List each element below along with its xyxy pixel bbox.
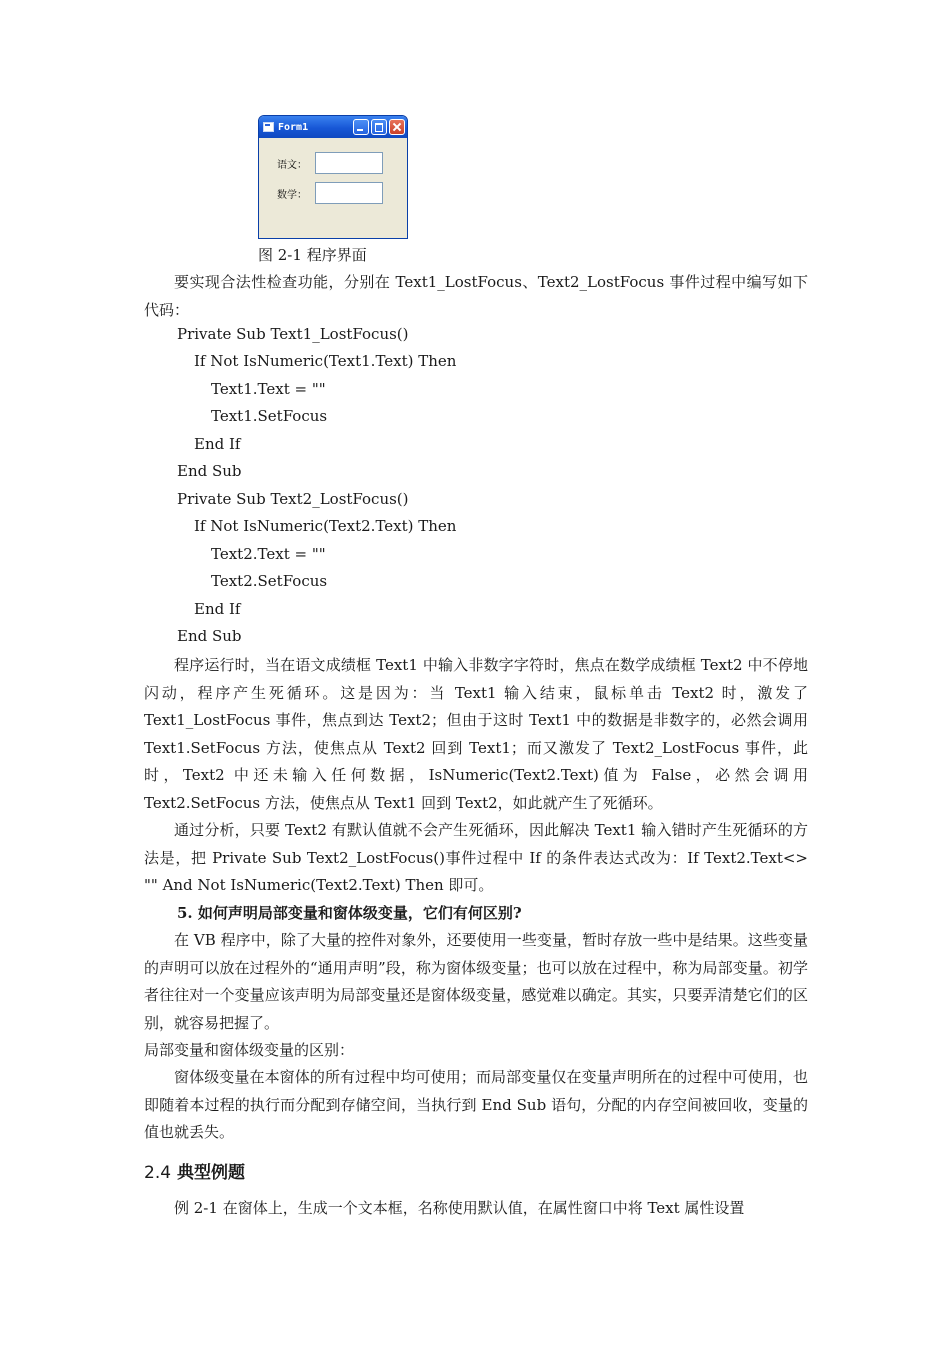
section-number: 2.4 — [144, 1163, 172, 1183]
code-line: Private Sub Text2_LostFocus() — [177, 490, 409, 508]
math-score-input[interactable] — [315, 182, 383, 204]
close-icon[interactable] — [389, 119, 405, 135]
math-score-row — [277, 182, 383, 204]
code-line: Text1.SetFocus — [211, 407, 328, 425]
code-line: If Not IsNumeric(Text1.Text) Then — [194, 352, 457, 370]
code-line: Private Sub Text1_LostFocus() — [177, 325, 409, 343]
chinese-score-input[interactable] — [315, 152, 383, 174]
variables-paragraph: 在 VB 程序中，除了大量的控件对象外，还要使用一些变量，暂时存放一些中是结果。这些变量的声明可以放在过程外的“通用声明”段，称为窗体级变量；也可以放在过程中，称为局部变量。初学者往往对一个变量应该声明为局部变量还是窗体级变量，感觉难以确定。其实，只要弄清楚它们的区别，就容易把握了。 — [144, 931, 808, 1032]
difference-paragraph: 窗体级变量在本窗体的所有过程中均可使用；而局部变量仅在变量声明所在的过程中可使用，也即随着本过程的执行而分配到存储空间，当执行到 End Sub 语句，分配的内存空间被回收，变量的值也就丢失。 — [144, 1068, 808, 1141]
chinese-score-label: 语文： — [277, 159, 307, 171]
code-line: Text2.Text = "" — [211, 545, 326, 563]
form-title: Form1 — [278, 121, 309, 133]
math-score-label: 数学： — [277, 189, 307, 201]
section-title: 典型例题 — [177, 1163, 246, 1183]
explanation-paragraph: 程序运行时，当在语文成绩框 Text1 中输入非数字字符时，焦点在数学成绩框 Text2 中不停地闪动，程序产生死循环。这是因为：当 Text1 输入结束，鼠标单击 Text2 时，激发了 Text1_LostFocus 事件，焦点到达 Text2；但由于这时 Text1 中的数据是非数字的，必然会调用 Text1.SetFocus 方法，使焦点从 Text2 回到 Text1；而又激发了 Text2_LostFocus 事件，此时，Text2 中还未输入任何数据，IsNumeric(Text2.Text)值为 False，必然会调用 Text2.SetFocus 方法，使焦点从 Text1 回到 Text2，如此就产生了死循环。 — [144, 656, 808, 812]
example-paragraph: 例 2-1 在窗体上，生成一个文本框，名称使用默认值，在属性窗口中将 Text 属性设置 — [174, 1199, 745, 1217]
chinese-score-row — [277, 152, 383, 174]
code-line: End Sub — [177, 627, 242, 645]
section-heading — [144, 1158, 245, 1183]
vb-form-window — [258, 115, 408, 239]
form-icon — [263, 122, 274, 132]
question-heading: 5. 如何声明局部变量和窗体级变量，它们有何区别? — [177, 904, 522, 922]
minimize-icon[interactable] — [353, 119, 369, 135]
intro-paragraph: 要实现合法性检查功能，分别在 Text1_LostFocus、Text2_LostFocus 事件过程中编写如下代码： — [144, 273, 808, 319]
maximize-icon[interactable] — [371, 119, 387, 135]
difference-label: 局部变量和窗体级变量的区别： — [144, 1041, 355, 1059]
code-line: If Not IsNumeric(Text2.Text) Then — [194, 517, 457, 535]
code-line: Text1.Text = "" — [211, 380, 326, 398]
code-line: End If — [194, 435, 241, 453]
code-line: End Sub — [177, 462, 242, 480]
code-line: Text2.SetFocus — [211, 572, 328, 590]
solution-paragraph: 通过分析，只要 Text2 有默认值就不会产生死循环，因此解决 Text1 输入错时产生死循环的方法是，把 Private Sub Text2_LostFocus()事件过程中 If 的条件表达式改为：If Text2.Text<> "" And Not IsNumeric(Text2.Text) Then 即可。 — [144, 821, 808, 894]
form-titlebar[interactable] — [259, 116, 407, 138]
code-line: End If — [194, 600, 241, 618]
figure-caption: 图 2-1 程序界面 — [258, 246, 367, 264]
